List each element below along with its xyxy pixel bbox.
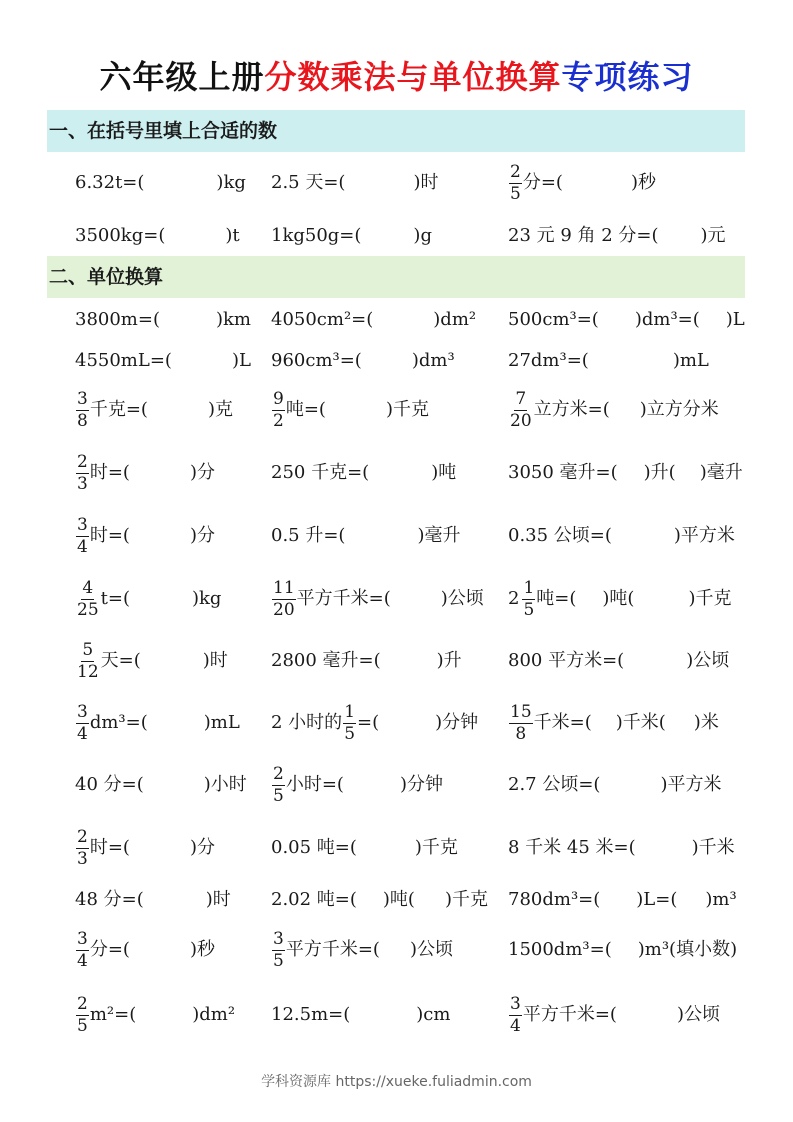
exercise-s1-r2-c3 <box>508 206 726 266</box>
exercise-text: )km <box>215 309 251 330</box>
exercise-text: 时=( <box>89 525 130 546</box>
exercise-text: )分 <box>189 462 215 483</box>
exercise-text: 40 分=( <box>75 774 144 795</box>
exercise-s2-r8-c1 <box>75 693 240 753</box>
exercise-text: )时 <box>413 172 439 193</box>
exercise-s2-r7-c3 <box>508 631 729 691</box>
fraction <box>522 577 535 620</box>
fraction-denominator: 4 <box>77 536 88 557</box>
exercise-text: 0.35 公顷=( <box>508 525 612 546</box>
fraction <box>343 701 356 744</box>
exercise-text: )千米( <box>615 712 666 733</box>
exercise-s2-r10-c3 <box>508 818 735 878</box>
exercise-text: 8 千米 45 米=( <box>508 837 636 858</box>
fraction <box>509 701 533 744</box>
exercise-s2-r13-c3 <box>508 985 720 1045</box>
exercise-text: 27dm³=( <box>508 350 589 371</box>
exercise-text: 千米=( <box>533 712 592 733</box>
page-title <box>0 52 793 98</box>
fraction-numerator: 3 <box>77 514 88 535</box>
exercise-text: 吨=( <box>536 588 577 609</box>
exercise-text: )mL <box>672 350 709 371</box>
exercise-text: 6.32t=( <box>75 172 145 193</box>
exercise-s2-r9-c3 <box>508 755 721 815</box>
fraction-denominator: 5 <box>523 599 535 620</box>
fraction <box>76 388 89 431</box>
exercise-text: )吨( <box>602 588 635 609</box>
fraction <box>509 161 522 204</box>
section-heading-fill-blanks: 一、在括号里填上合适的数 <box>47 110 745 152</box>
fraction <box>272 928 285 971</box>
exercise-text: )dm³ <box>411 350 455 371</box>
fraction-numerator: 3 <box>77 701 88 722</box>
exercise-s2-r8-c2 <box>271 693 478 753</box>
fraction-numerator: 15 <box>510 701 532 722</box>
exercise-text: =( <box>357 712 380 733</box>
exercise-text: 2800 毫升=( <box>271 650 381 671</box>
exercise-text: 平方千米=( <box>522 1004 617 1025</box>
exercise-text: 0.05 吨=( <box>271 837 357 858</box>
exercise-text: )公顷 <box>686 650 730 671</box>
exercise-text: )L <box>231 350 251 371</box>
exercise-text: )千克 <box>444 889 488 910</box>
exercise-s2-r13-c2 <box>271 985 450 1045</box>
exercise-text: )分 <box>189 525 215 546</box>
exercise-s2-r12-c1 <box>75 920 215 980</box>
exercise-text: )dm³=( <box>634 309 700 330</box>
fraction-denominator: 5 <box>77 1015 88 1036</box>
exercise-text: 4050cm²=( <box>271 309 374 330</box>
fraction-denominator: 4 <box>77 950 88 971</box>
fraction-numerator: 1 <box>523 577 535 598</box>
exercise-text: )时 <box>202 650 228 671</box>
fraction-denominator: 5 <box>344 723 356 744</box>
exercise-text: )千米 <box>691 837 735 858</box>
exercise-text: 960cm³=( <box>271 350 362 371</box>
exercise-s2-r10-c1 <box>75 818 215 878</box>
fraction-numerator: 2 <box>77 993 88 1014</box>
exercise-text: 2 小时的 <box>271 712 343 733</box>
exercise-text: 12.5m=( <box>271 1004 351 1025</box>
title-part-grade: 六年级上册 <box>99 58 265 96</box>
exercise-s1-r2-c1 <box>75 206 240 266</box>
exercise-text: )立方分米 <box>639 399 719 420</box>
fraction-denominator: 25 <box>77 599 99 620</box>
exercise-text: 250 千克=( <box>271 462 370 483</box>
exercise-text: t=( <box>100 588 130 609</box>
exercise-s1-r1-c2 <box>271 153 438 213</box>
exercise-s2-r4-c1 <box>75 443 215 503</box>
exercise-text: 1500dm³=( <box>508 939 612 960</box>
exercise-text: dm³=( <box>89 712 148 733</box>
fraction <box>272 577 296 620</box>
exercise-text: 千克=( <box>89 399 148 420</box>
fraction-denominator: 5 <box>273 950 284 971</box>
exercise-text: )毫升 <box>417 525 461 546</box>
exercise-text: )千克 <box>688 588 732 609</box>
exercise-text: )公顷 <box>409 939 453 960</box>
fraction-denominator: 12 <box>77 661 99 682</box>
fraction-denominator: 8 <box>515 723 527 744</box>
exercise-text: )分钟 <box>435 712 479 733</box>
exercise-text: )mL <box>203 712 240 733</box>
exercise-text: )元 <box>700 225 726 246</box>
fraction-numerator: 1 <box>344 701 356 722</box>
fraction-numerator: 3 <box>273 928 284 949</box>
exercise-s2-r5-c1 <box>75 506 215 566</box>
exercise-text: 48 分=( <box>75 889 144 910</box>
exercise-s2-r3-c1 <box>75 380 233 440</box>
exercise-s2-r6-c3 <box>508 569 731 629</box>
exercise-text: 小时=( <box>285 774 344 795</box>
exercise-text: )升( <box>643 462 676 483</box>
title-part-practice: 专项练习 <box>561 58 694 96</box>
exercise-text: 平方千米=( <box>285 939 380 960</box>
fraction <box>272 763 285 806</box>
exercise-s2-r12-c3 <box>508 920 737 980</box>
exercise-text: )g <box>413 225 432 246</box>
fraction-numerator: 5 <box>82 639 94 660</box>
exercise-text: )dm² <box>192 1004 236 1025</box>
exercise-text: )千克 <box>385 399 429 420</box>
exercise-text: )小时 <box>203 774 247 795</box>
exercise-text: )cm <box>416 1004 451 1025</box>
exercise-text: 3800m=( <box>75 309 160 330</box>
fraction-denominator: 5 <box>273 785 284 806</box>
footer-source: 学科资源库 https://xueke.fuliadmin.com <box>261 1074 532 1090</box>
exercise-s2-r6-c1 <box>75 569 221 629</box>
exercise-text: )kg <box>216 172 246 193</box>
exercise-text: 吨=( <box>285 399 326 420</box>
exercise-s2-r7-c2 <box>271 631 462 691</box>
exercise-text: )分钟 <box>399 774 443 795</box>
fraction <box>76 451 89 494</box>
fraction-numerator: 7 <box>515 388 527 409</box>
exercise-text: 500cm³=( <box>508 309 599 330</box>
exercise-text: 800 平方米=( <box>508 650 625 671</box>
exercise-s2-r3-c2 <box>271 380 429 440</box>
exercise-text: )平方米 <box>660 774 722 795</box>
exercise-text: )吨 <box>431 462 457 483</box>
exercise-text: )dm² <box>433 309 477 330</box>
exercise-s2-r4-c2 <box>271 443 456 503</box>
exercise-s1-r1-c3 <box>508 153 656 213</box>
mixed-number-whole: 2 <box>508 588 520 609</box>
exercise-s2-r9-c1 <box>75 755 247 815</box>
exercise-s2-r8-c3 <box>508 693 719 753</box>
exercise-s2-r5-c2 <box>271 506 460 566</box>
exercise-text: )时 <box>205 889 231 910</box>
fraction <box>76 928 89 971</box>
exercise-text: 平方千米=( <box>296 588 391 609</box>
exercise-text: )t <box>225 225 240 246</box>
fraction-numerator: 3 <box>77 928 88 949</box>
exercise-s1-r2-c2 <box>271 206 432 266</box>
exercise-text: )秒 <box>189 939 215 960</box>
exercise-text: 780dm³=( <box>508 889 601 910</box>
fraction-denominator: 4 <box>510 1015 521 1036</box>
exercise-s2-r4-c3 <box>508 443 743 503</box>
exercise-text: m²=( <box>89 1004 137 1025</box>
fraction <box>76 701 89 744</box>
exercise-text: )克 <box>207 399 233 420</box>
exercise-text: 2.7 公顷=( <box>508 774 601 795</box>
exercise-s2-r10-c2 <box>271 818 458 878</box>
fraction-numerator: 2 <box>273 763 284 784</box>
fraction-numerator: 2 <box>510 161 521 182</box>
exercise-text: )吨( <box>382 889 415 910</box>
exercise-text: 时=( <box>89 837 130 858</box>
exercise-text: )米 <box>693 712 719 733</box>
fraction <box>272 388 285 431</box>
exercise-s2-r6-c2 <box>271 569 484 629</box>
exercise-s2-r5-c3 <box>508 506 735 566</box>
exercise-s2-r3-c3 <box>508 380 719 440</box>
exercise-text: )公顷 <box>440 588 484 609</box>
fraction-denominator: 8 <box>77 410 88 431</box>
exercise-text: 2.5 天=( <box>271 172 346 193</box>
exercise-text: 2.02 吨=( <box>271 889 357 910</box>
fraction-numerator: 9 <box>273 388 284 409</box>
fraction <box>76 639 100 682</box>
section-heading-unit-conversion: 二、单位换算 <box>47 256 745 298</box>
exercise-text: )秒 <box>630 172 656 193</box>
fraction-denominator: 2 <box>273 410 284 431</box>
exercise-text: 3050 毫升=( <box>508 462 618 483</box>
exercise-text: 23 元 9 角 2 分=( <box>508 225 659 246</box>
exercise-text: 1kg50g=( <box>271 225 362 246</box>
exercise-text: 分=( <box>89 939 130 960</box>
fraction <box>76 577 100 620</box>
exercise-s2-r7-c1 <box>75 631 228 691</box>
exercise-text: )分 <box>189 837 215 858</box>
fraction <box>76 826 89 869</box>
exercise-s1-r1-c1 <box>75 153 246 213</box>
exercise-text: 0.5 升=( <box>271 525 346 546</box>
fraction <box>76 993 89 1036</box>
exercise-text: )L <box>725 309 745 330</box>
fraction-denominator: 3 <box>77 848 88 869</box>
exercise-text: 时=( <box>89 462 130 483</box>
fraction <box>76 514 89 557</box>
fraction-denominator: 20 <box>510 410 532 431</box>
fraction-numerator: 3 <box>77 388 88 409</box>
exercise-text: )kg <box>191 588 222 609</box>
exercise-s2-r13-c1 <box>75 985 235 1045</box>
fraction-denominator: 5 <box>510 183 521 204</box>
exercise-text: )m³ <box>705 889 737 910</box>
exercise-s2-r9-c2 <box>271 755 443 815</box>
fraction-numerator: 4 <box>82 577 94 598</box>
fraction-denominator: 3 <box>77 473 88 494</box>
fraction <box>509 388 533 431</box>
exercise-text: )平方米 <box>673 525 735 546</box>
exercise-text: )升 <box>436 650 462 671</box>
fraction-denominator: 20 <box>273 599 295 620</box>
exercise-text: )毫升 <box>699 462 743 483</box>
exercise-text: 4550mL=( <box>75 350 172 371</box>
fraction-numerator: 11 <box>273 577 295 598</box>
exercise-text: )L=( <box>636 889 678 910</box>
fraction-denominator: 4 <box>77 723 88 744</box>
exercise-text: )公顷 <box>676 1004 720 1025</box>
exercise-text: 立方米=( <box>533 399 610 420</box>
exercise-s2-r12-c2 <box>271 920 453 980</box>
exercise-text: )千克 <box>414 837 458 858</box>
fraction <box>509 993 522 1036</box>
exercise-text: 分=( <box>522 172 563 193</box>
exercise-text: 3500kg=( <box>75 225 166 246</box>
fraction-numerator: 2 <box>77 451 88 472</box>
fraction-numerator: 3 <box>510 993 521 1014</box>
title-part-topic: 分数乘法与单位换算 <box>264 58 562 96</box>
fraction-numerator: 2 <box>77 826 88 847</box>
exercise-text: )m³(填小数) <box>637 939 738 960</box>
exercise-text: 天=( <box>100 650 141 671</box>
